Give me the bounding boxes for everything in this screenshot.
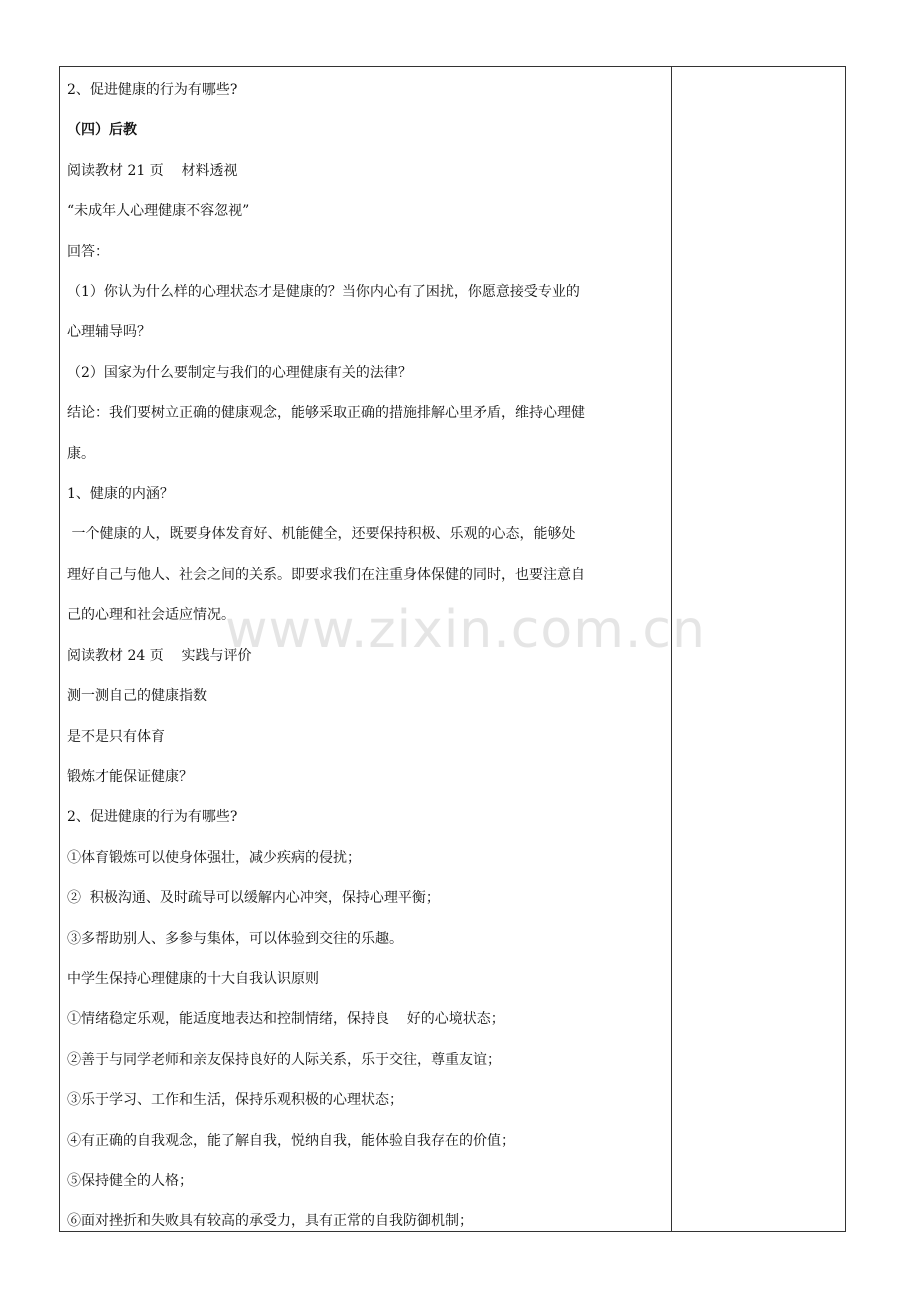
text-line: ⑥面对挫折和失败具有较高的承受力，具有正常的自我防御机制；	[67, 1213, 473, 1230]
lesson-text	[67, 70, 667, 1242]
text-line: 2、促进健康的行为有哪些?	[67, 809, 238, 826]
text-line: 阅读教材 24 页 实践与评价	[67, 647, 252, 664]
text-line: 康。	[67, 445, 95, 462]
text-line: 是不是只有体育	[67, 728, 165, 745]
text-line: 回答：	[67, 243, 109, 260]
watermark: www.zixin.com.cn	[225, 600, 706, 660]
table-column-divider	[671, 66, 672, 1232]
text-line: 阅读教材 21 页 材料透视	[67, 162, 238, 179]
text-line: （2）国家为什么要制定与我们的心理健康有关的法律？	[67, 364, 412, 381]
text-line: ②善于与同学老师和亲友保持良好的人际关系，乐于交往，尊重友谊；	[67, 1051, 501, 1068]
text-line: ③多帮助别人、多参与集体，可以体验到交往的乐趣。	[67, 930, 403, 947]
text-line: ⑤保持健全的人格；	[67, 1172, 193, 1189]
text-line: ①体育锻炼可以使身体强壮，减少疾病的侵扰；	[67, 849, 361, 866]
text-line: 结论：我们要树立正确的健康观念，能够采取正确的措施排解心里矛盾，维持心理健	[67, 405, 585, 422]
section-heading: （四）后教	[67, 122, 137, 139]
text-line: ② 积极沟通、及时疏导可以缓解内心冲突，保持心理平衡；	[67, 890, 440, 907]
text-line: ①情绪稳定乐观，能适度地表达和控制情绪，保持良 好的心境状态；	[67, 1011, 505, 1028]
text-line: （1）你认为什么样的心理状态才是健康的？当你内心有了困扰，你愿意接受专业的	[67, 284, 580, 301]
text-line: 一个健康的人，既要身体发育好、机能健全，还要保持积极、乐观的心态，能够处	[67, 526, 576, 543]
text-line: 己的心理和社会适应情况。	[67, 607, 235, 624]
text-line: ④有正确的自我观念，能了解自我，悦纳自我，能体验自我存在的价值；	[67, 1132, 515, 1149]
text-line: 测一测自己的健康指数	[67, 688, 207, 705]
text-line: 锻炼才能保证健康？	[67, 768, 193, 785]
text-line: 1、健康的内涵？	[67, 486, 174, 503]
text-line: 中学生保持心理健康的十大自我认识原则	[67, 970, 319, 987]
text-line: 心理辅导吗？	[67, 324, 151, 341]
text-line: ③乐于学习、工作和生活，保持乐观积极的心理状态；	[67, 1092, 403, 1109]
text-line: “未成年人心理健康不容忽视”	[67, 203, 250, 220]
text-line: 2、促进健康的行为有哪些?	[67, 82, 238, 98]
text-line: 理好自己与他人、社会之间的关系。即要求我们在注重身体保健的同时，也要注意自	[67, 566, 585, 583]
